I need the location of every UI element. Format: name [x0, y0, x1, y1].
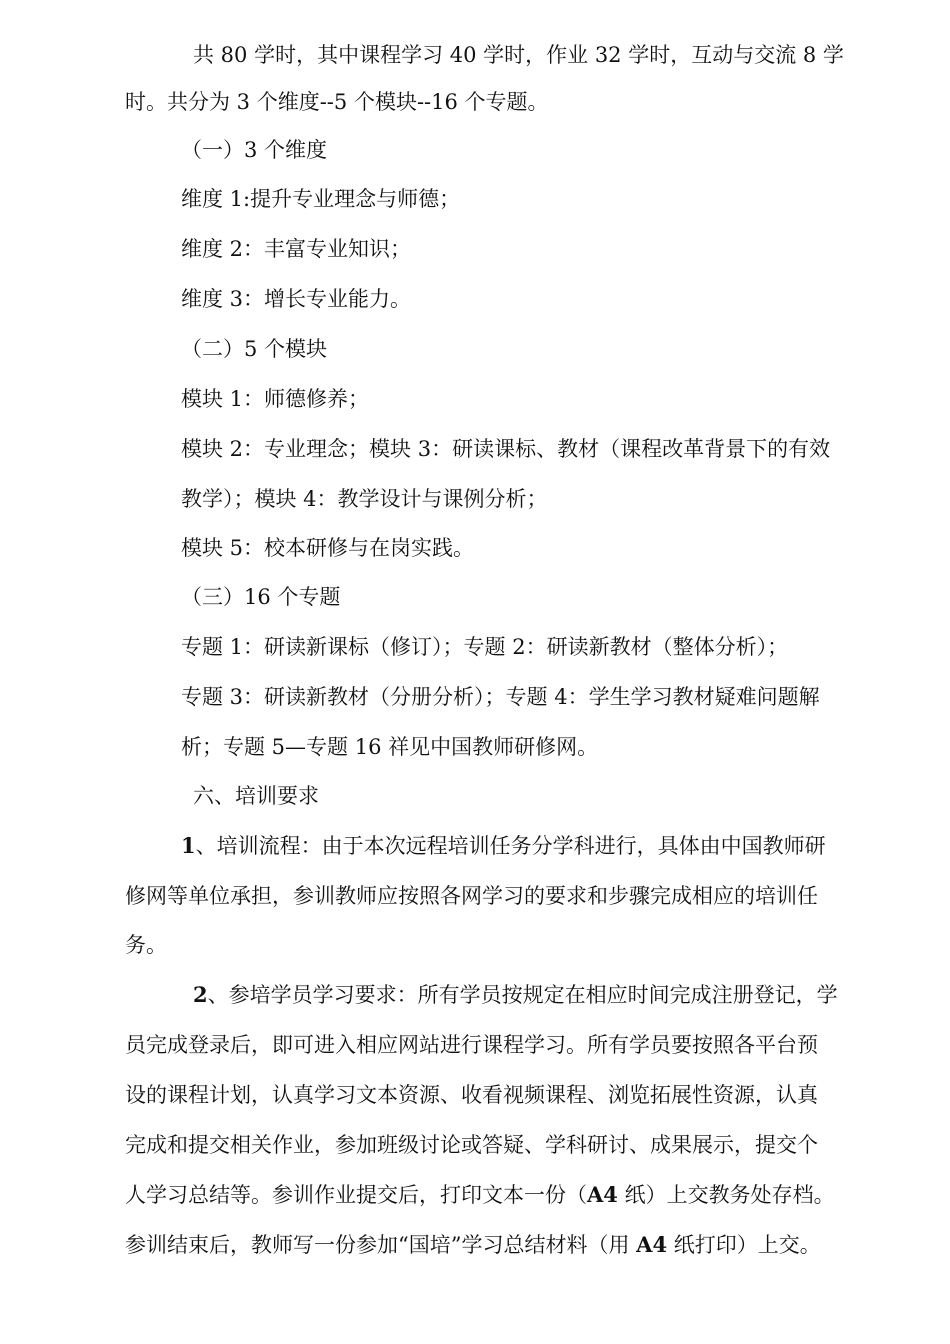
requirements-heading: 六、培训要求 — [193, 784, 319, 808]
requirement-2-line-5 — [125, 1180, 835, 1210]
requirement-2-line-4: 完成和提交相关作业，参加班级讨论或答疑、学科研讨、成果展示，提交个 — [125, 1133, 818, 1157]
dimension-item: 维度 3：增长专业能力。 — [181, 287, 412, 311]
paper-size-label: A4 — [636, 1232, 668, 1257]
requirement-2-text: 、参培学员学习要求：所有学员按规定在相应时间完成注册登记，学 — [207, 983, 838, 1007]
module-line: 教学）；模块 4：教学设计与课例分析； — [181, 487, 548, 511]
topic-line: 专题 1：研读新课标（修订）；专题 2：研读新教材（整体分析）； — [181, 635, 789, 659]
requirement-2-line-5-tail: 纸）上交教务处存档。 — [617, 1183, 835, 1207]
paper-size-label: A4 — [587, 1182, 618, 1207]
modules-heading: （二）5 个模块 — [181, 337, 328, 361]
intro-line-1: 共 80 学时，其中课程学习 40 学时，作业 32 学时，互动与交流 8 学 — [193, 43, 844, 67]
requirement-2-line-3: 设的课程计划，认真学习文本资源、收看视频课程、浏览拓展性资源，认真 — [125, 1083, 818, 1107]
requirement-2-line-1 — [193, 980, 838, 1010]
topic-line: 析；专题 5—专题 16 祥见中国教师研修网。 — [181, 735, 599, 759]
requirement-1-number: 1 — [181, 833, 196, 858]
module-line: 模块 2：专业理念；模块 3：研读课标、教材（课程改革背景下的有效 — [181, 437, 831, 461]
requirement-2-line-6 — [125, 1230, 821, 1260]
dimensions-heading: （一）3 个维度 — [181, 138, 328, 162]
requirement-2-line-2: 员完成登录后，即可进入相应网站进行课程学习。所有学员要按照各平台预 — [125, 1033, 818, 1057]
requirement-2-line-6-text: 参训结束后，教师写一份参加“国培”学习总结材料（用 — [125, 1233, 637, 1257]
module-line: 模块 5：校本研修与在岗实践。 — [181, 536, 475, 560]
dimension-item: 维度 1:提升专业理念与师德； — [181, 187, 461, 211]
requirement-2-line-5-text: 人学习总结等。参训作业提交后，打印文本一份（ — [125, 1183, 587, 1207]
module-line: 模块 1：师德修养； — [181, 387, 370, 411]
dimension-item: 维度 2：丰富专业知识； — [181, 237, 412, 261]
requirement-1-text: 、培训流程：由于本次远程培训任务分学科进行，具体由中国教师研 — [195, 834, 826, 858]
topics-heading: （三）16 个专题 — [181, 585, 341, 609]
requirement-1-line-3: 务。 — [125, 933, 167, 957]
requirement-1-line-1 — [181, 831, 826, 861]
requirement-2-line-6-tail: 纸打印）上交。 — [667, 1233, 821, 1257]
topic-line: 专题 3：研读新教材（分册分析）；专题 4：学生学习教材疑难问题解 — [181, 685, 820, 709]
requirement-1-line-2: 修网等单位承担，参训教师应按照各网学习的要求和步骤完成相应的培训任 — [125, 884, 818, 908]
intro-line-2: 时。共分为 3 个维度--5 个模块--16 个专题。 — [125, 90, 549, 114]
requirement-2-number: 2 — [193, 982, 208, 1007]
